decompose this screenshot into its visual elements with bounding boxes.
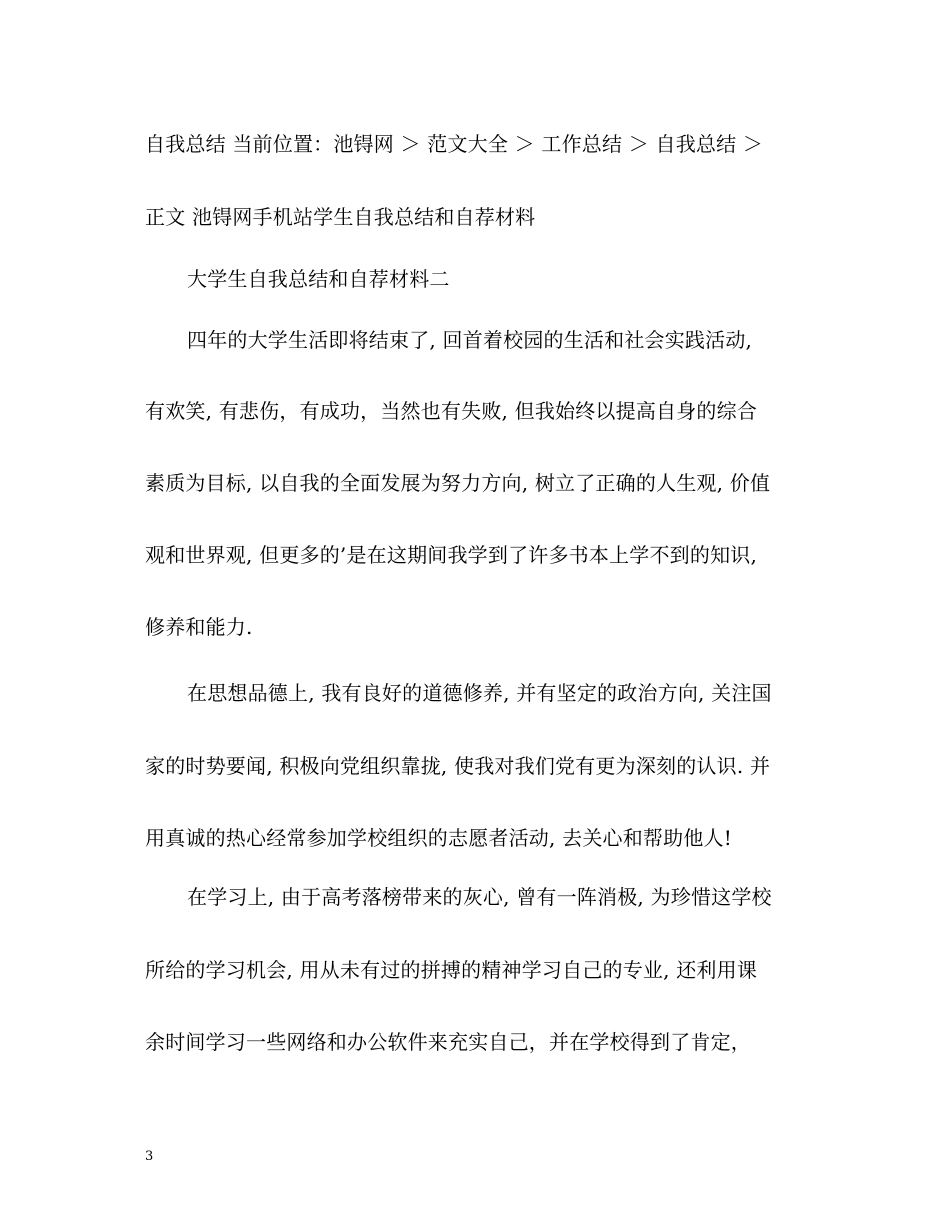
paragraph-1-line-1: 四年的大学生活即将结束了, 回首着校园的生活和社会实践活动, — [187, 328, 753, 352]
paragraph-1-line-5: 修养和能力. — [145, 615, 253, 639]
paragraph-1-line-3: 素质为目标, 以自我的全面发展为努力方向, 树立了正确的人生观, 价值 — [145, 471, 771, 495]
breadcrumb-line: 自我总结 当前位置：池锝网 ＞ 范文大全 ＞ 工作总结 ＞ 自我总结 ＞ — [145, 132, 764, 156]
paragraph-1-line-4: 观和世界观, 但更多的’是在这期间我学到了许多书本上学不到的知识, — [145, 543, 758, 567]
paragraph-1-line-2: 有欢笑, 有悲伤，有成功，当然也有失败, 但我始终以提高自身的综合 — [145, 399, 758, 423]
section-heading: 大学生自我总结和自荐材料二 — [187, 267, 450, 291]
paragraph-3-line-2: 所给的学习机会, 用从未有过的拼搏的精神学习自己的专业, 还利用课 — [145, 958, 758, 982]
paragraph-3-line-3: 余时间学习一些网络和办公软件来充实自己，并在学校得到了肯定， — [145, 1030, 751, 1054]
paragraph-2-line-3: 用真诚的热心经常参加学校组织的志愿者活动, 去关心和帮助他人! — [145, 826, 732, 850]
paragraph-2-line-1: 在思想品德上, 我有良好的道德修养, 并有坚定的政治方向, 关注国 — [187, 681, 772, 705]
page-number: 3 — [145, 1149, 154, 1164]
paragraph-2-line-2: 家的时势要闻, 积极向党组织靠拢, 使我对我们党有更为深刻的认识. 并 — [145, 754, 771, 778]
paragraph-3-line-1: 在学习上, 由于高考落榜带来的灰心, 曾有一阵消极, 为珍惜这学校 — [187, 885, 772, 909]
article-title-line: 正文 池锝网手机站学生自我总结和自荐材料 — [145, 205, 536, 229]
